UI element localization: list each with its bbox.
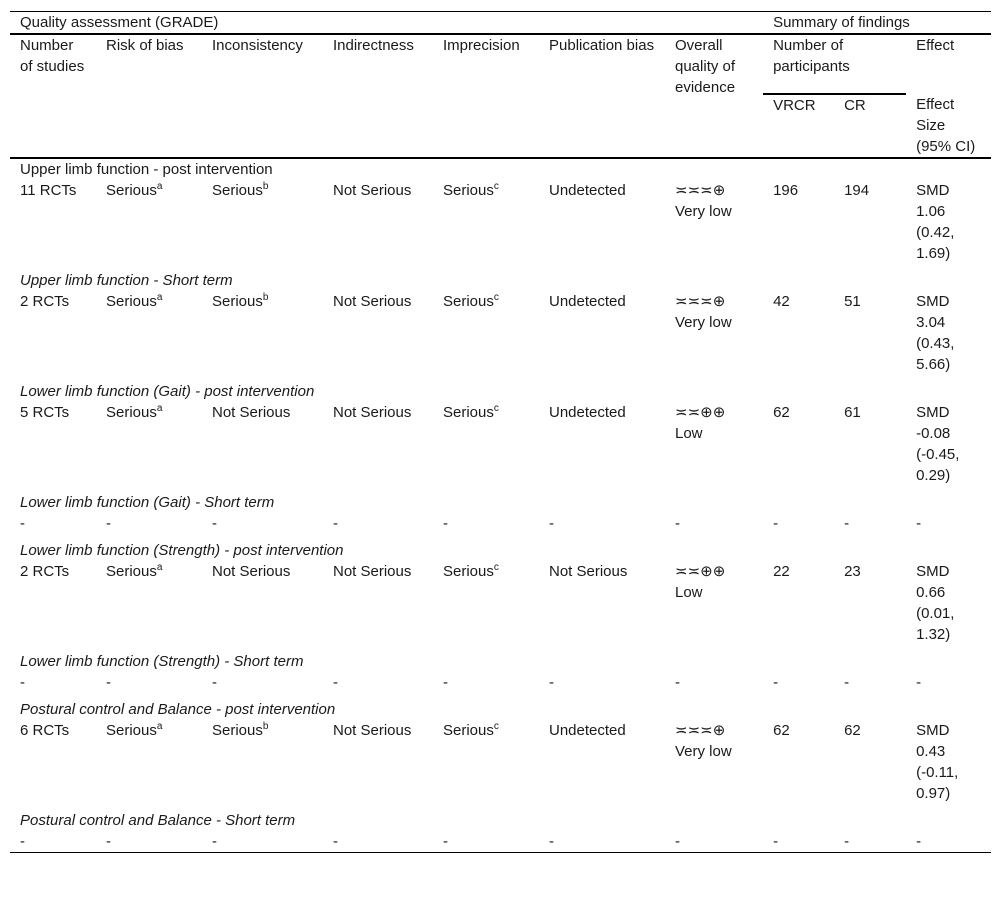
section-heading-row — [10, 693, 991, 720]
inconsistency-cell-text: Serious — [212, 182, 263, 199]
footnote-marker: c — [493, 403, 499, 414]
col-inconsistency: Inconsistency — [202, 34, 323, 158]
effect-cell — [906, 561, 991, 645]
effect-cell-text: SMD 0.66 (0.01, 1.32) — [916, 563, 955, 643]
vrcr-cell — [763, 402, 834, 486]
section-heading-row — [10, 804, 991, 831]
dash-cell-text: - — [916, 674, 922, 691]
imprecision-cell-text: Serious — [443, 293, 494, 310]
dash-cell-text: - — [212, 515, 217, 532]
section-title: Postural control and Balance - Short term — [20, 812, 296, 829]
dash-cell — [834, 672, 906, 693]
dash-cell-text: - — [212, 833, 217, 850]
dash-cell — [96, 513, 202, 534]
publication-bias-cell — [539, 720, 665, 804]
publication-bias-cell — [539, 180, 665, 264]
dash-cell-text: - — [773, 515, 779, 532]
data-row — [10, 561, 991, 645]
quality-rating-text: Very low — [675, 314, 732, 331]
overall-quality-cell — [665, 291, 763, 375]
publication-bias-cell — [539, 402, 665, 486]
publication-bias-cell-text: Undetected — [549, 722, 626, 739]
inconsistency-cell — [202, 180, 323, 264]
dash-cell-text: - — [549, 833, 554, 850]
risk-of-bias-cell-text: Serious — [106, 722, 157, 739]
footnote-marker: b — [262, 292, 269, 303]
dash-cell — [906, 831, 991, 853]
indirectness-cell-text: Not Serious — [333, 563, 412, 580]
dash-cell — [763, 672, 834, 693]
dash-cell-text: - — [106, 833, 111, 850]
publication-bias-cell — [539, 561, 665, 645]
dash-cell — [539, 513, 665, 534]
section-heading-row — [10, 264, 991, 291]
dash-cell-text: - — [212, 674, 217, 691]
indirectness-cell-text: Not Serious — [333, 293, 412, 310]
grade-evidence-table — [10, 11, 991, 853]
dash-cell-text: - — [20, 515, 25, 532]
dash-cell — [202, 831, 323, 853]
dash-cell — [539, 831, 665, 853]
section-title: Lower limb function (Gait) - Short term — [20, 494, 275, 511]
studies-cell-text: 11 RCTs — [20, 182, 77, 199]
dash-cell-text: - — [675, 674, 680, 691]
dash-cell-text: - — [443, 674, 448, 691]
vrcr-cell-text: 22 — [773, 563, 790, 580]
studies-cell-text: 2 RCTs — [20, 563, 70, 580]
imprecision-cell-text: Serious — [443, 404, 494, 421]
col-number-of-participants: Number of participants — [763, 34, 906, 94]
footnote-marker: c — [493, 181, 499, 192]
indirectness-cell-text: Not Serious — [333, 404, 412, 421]
effect-cell — [906, 291, 991, 375]
indirectness-cell — [323, 291, 433, 375]
footnote-marker: a — [156, 292, 163, 303]
cr-cell — [834, 561, 906, 645]
quality-symbols: ≍≍≍⊕ — [675, 182, 726, 199]
dash-cell-text: - — [844, 674, 850, 691]
data-row — [10, 291, 991, 375]
dash-cell — [323, 513, 433, 534]
section-heading-row — [10, 375, 991, 402]
cr-cell-text: 51 — [844, 293, 861, 310]
indirectness-cell — [323, 180, 433, 264]
dash-cell-text: - — [844, 833, 850, 850]
vrcr-cell-text: 62 — [773, 722, 790, 739]
column-header-row — [10, 34, 991, 94]
section-heading-row — [10, 158, 991, 180]
dash-cell — [763, 831, 834, 853]
dash-cell-text: - — [549, 515, 554, 532]
footnote-marker: c — [493, 562, 499, 573]
inconsistency-cell-text: Not Serious — [212, 404, 291, 421]
footnote-marker: a — [156, 721, 163, 732]
data-row — [10, 402, 991, 486]
effect-cell — [906, 402, 991, 486]
section-title: Upper limb function - post intervention — [20, 161, 273, 178]
dash-cell — [834, 513, 906, 534]
group-header-row — [10, 12, 991, 35]
dash-cell — [96, 672, 202, 693]
vrcr-cell — [763, 291, 834, 375]
dash-cell — [10, 513, 96, 534]
imprecision-cell-text: Serious — [443, 563, 494, 580]
publication-bias-cell-text: Undetected — [549, 404, 626, 421]
section-heading-row — [10, 645, 991, 672]
section-title: Upper limb function - Short term — [20, 272, 233, 289]
col-cr: CR — [834, 94, 906, 158]
dash-cell — [10, 831, 96, 853]
cr-cell — [834, 291, 906, 375]
risk-of-bias-cell-text: Serious — [106, 404, 157, 421]
vrcr-cell — [763, 720, 834, 804]
quality-rating-text: Low — [675, 425, 703, 442]
studies-cell-text: 2 RCTs — [20, 293, 70, 310]
data-row — [10, 720, 991, 804]
risk-of-bias-cell — [96, 291, 202, 375]
risk-of-bias-cell — [96, 180, 202, 264]
quality-symbols: ≍≍⊕⊕ — [675, 563, 726, 580]
dash-cell — [665, 831, 763, 853]
inconsistency-cell-text: Not Serious — [212, 563, 291, 580]
vrcr-cell-text: 62 — [773, 404, 790, 421]
cr-cell — [834, 720, 906, 804]
empty-data-row — [10, 831, 991, 853]
section-title: Lower limb function (Gait) - post intervention — [20, 383, 315, 400]
section-title: Postural control and Balance - post intervention — [20, 701, 336, 718]
imprecision-cell-text: Serious — [443, 722, 494, 739]
empty-data-row — [10, 672, 991, 693]
dash-cell-text: - — [773, 833, 779, 850]
col-publication-bias: Publication bias — [539, 34, 665, 158]
summary-findings-heading: Summary of findings — [763, 12, 991, 35]
cr-cell-text: 23 — [844, 563, 861, 580]
dash-cell-text: - — [549, 674, 554, 691]
dash-cell-text: - — [443, 833, 448, 850]
imprecision-cell — [433, 561, 539, 645]
section-title: Lower limb function (Strength) - Short term — [20, 653, 304, 670]
dash-cell — [96, 831, 202, 853]
effect-cell-text: SMD 1.06 (0.42, 1.69) — [916, 182, 955, 262]
effect-cell — [906, 720, 991, 804]
effect-cell-text: SMD 3.04 (0.43, 5.66) — [916, 293, 955, 373]
indirectness-cell — [323, 720, 433, 804]
risk-of-bias-cell-text: Serious — [106, 182, 157, 199]
inconsistency-cell — [202, 402, 323, 486]
vrcr-cell — [763, 561, 834, 645]
footnote-marker: a — [156, 181, 163, 192]
indirectness-cell — [323, 402, 433, 486]
dash-cell-text: - — [916, 833, 922, 850]
risk-of-bias-cell-text: Serious — [106, 563, 157, 580]
col-risk-of-bias: Risk of bias — [96, 34, 202, 158]
studies-cell-text: 5 RCTs — [20, 404, 70, 421]
cr-cell-text: 61 — [844, 404, 861, 421]
footnote-marker: b — [262, 721, 269, 732]
risk-of-bias-cell — [96, 720, 202, 804]
dash-cell-text: - — [773, 674, 779, 691]
inconsistency-cell — [202, 720, 323, 804]
col-effect: Effect — [906, 34, 991, 94]
quality-rating-text: Very low — [675, 743, 732, 760]
section-heading-row — [10, 534, 991, 561]
dash-cell — [665, 513, 763, 534]
inconsistency-cell-text: Serious — [212, 293, 263, 310]
effect-cell — [906, 180, 991, 264]
footnote-marker: c — [493, 721, 499, 732]
dash-cell — [323, 672, 433, 693]
effect-cell-text: SMD -0.08 (-0.45, 0.29) — [916, 404, 960, 484]
quality-symbols: ≍≍≍⊕ — [675, 293, 726, 310]
footnote-marker: b — [262, 181, 269, 192]
imprecision-cell — [433, 291, 539, 375]
section-title: Lower limb function (Strength) - post intervention — [20, 542, 344, 559]
indirectness-cell-text: Not Serious — [333, 722, 412, 739]
footnote-marker: a — [156, 562, 163, 573]
studies-cell — [10, 180, 96, 264]
effect-cell-text: SMD 0.43 (-0.11, 0.97) — [916, 722, 959, 802]
inconsistency-cell — [202, 291, 323, 375]
dash-cell — [202, 513, 323, 534]
empty-data-row — [10, 513, 991, 534]
col-imprecision: Imprecision — [433, 34, 539, 158]
risk-of-bias-cell — [96, 402, 202, 486]
inconsistency-cell — [202, 561, 323, 645]
vrcr-cell-text: 42 — [773, 293, 790, 310]
dash-cell-text: - — [916, 515, 922, 532]
imprecision-cell — [433, 402, 539, 486]
col-number-of-studies: Number of studies — [10, 34, 96, 158]
data-row — [10, 180, 991, 264]
overall-quality-cell — [665, 402, 763, 486]
dash-cell-text: - — [443, 515, 448, 532]
dash-cell-text: - — [333, 833, 338, 850]
dash-cell — [906, 513, 991, 534]
col-overall-quality: Overall quality of evidence — [665, 34, 763, 158]
dash-cell — [665, 672, 763, 693]
cr-cell-text: 194 — [844, 182, 870, 199]
section-heading-row — [10, 486, 991, 513]
dash-cell-text: - — [675, 833, 680, 850]
vrcr-cell — [763, 180, 834, 264]
col-effect-size: Effect Size (95% CI) — [906, 94, 991, 158]
dash-cell-text: - — [106, 515, 111, 532]
imprecision-cell — [433, 720, 539, 804]
quality-rating-text: Very low — [675, 203, 732, 220]
footnote-marker: a — [156, 403, 163, 414]
overall-quality-cell — [665, 180, 763, 264]
dash-cell-text: - — [20, 674, 25, 691]
quality-rating-text: Low — [675, 584, 703, 601]
studies-cell-text: 6 RCTs — [20, 722, 70, 739]
dash-cell-text: - — [675, 515, 680, 532]
quality-symbols: ≍≍≍⊕ — [675, 722, 726, 739]
vrcr-cell-text: 196 — [773, 182, 799, 199]
quality-symbols: ≍≍⊕⊕ — [675, 404, 726, 421]
publication-bias-cell-text: Not Serious — [549, 563, 628, 580]
col-vrcr: VRCR — [763, 94, 834, 158]
quality-assessment-heading: Quality assessment (GRADE) — [10, 12, 763, 35]
dash-cell-text: - — [333, 515, 338, 532]
dash-cell-text: - — [333, 674, 338, 691]
dash-cell — [763, 513, 834, 534]
dash-cell-text: - — [844, 515, 850, 532]
overall-quality-cell — [665, 561, 763, 645]
indirectness-cell — [323, 561, 433, 645]
cr-cell-text: 62 — [844, 722, 861, 739]
footnote-marker: c — [493, 292, 499, 303]
publication-bias-cell-text: Undetected — [549, 182, 626, 199]
imprecision-cell-text: Serious — [443, 182, 494, 199]
imprecision-cell — [433, 180, 539, 264]
dash-cell — [834, 831, 906, 853]
studies-cell — [10, 291, 96, 375]
inconsistency-cell-text: Serious — [212, 722, 263, 739]
dash-cell-text: - — [106, 674, 111, 691]
dash-cell — [906, 672, 991, 693]
dash-cell — [433, 513, 539, 534]
dash-cell — [433, 831, 539, 853]
dash-cell-text: - — [20, 833, 25, 850]
cr-cell — [834, 402, 906, 486]
risk-of-bias-cell-text: Serious — [106, 293, 157, 310]
risk-of-bias-cell — [96, 561, 202, 645]
publication-bias-cell — [539, 291, 665, 375]
dash-cell — [323, 831, 433, 853]
dash-cell — [539, 672, 665, 693]
indirectness-cell-text: Not Serious — [333, 182, 412, 199]
publication-bias-cell-text: Undetected — [549, 293, 626, 310]
cr-cell — [834, 180, 906, 264]
studies-cell — [10, 720, 96, 804]
dash-cell — [202, 672, 323, 693]
studies-cell — [10, 402, 96, 486]
dash-cell — [433, 672, 539, 693]
overall-quality-cell — [665, 720, 763, 804]
dash-cell — [10, 672, 96, 693]
col-indirectness: Indirectness — [323, 34, 433, 158]
studies-cell — [10, 561, 96, 645]
